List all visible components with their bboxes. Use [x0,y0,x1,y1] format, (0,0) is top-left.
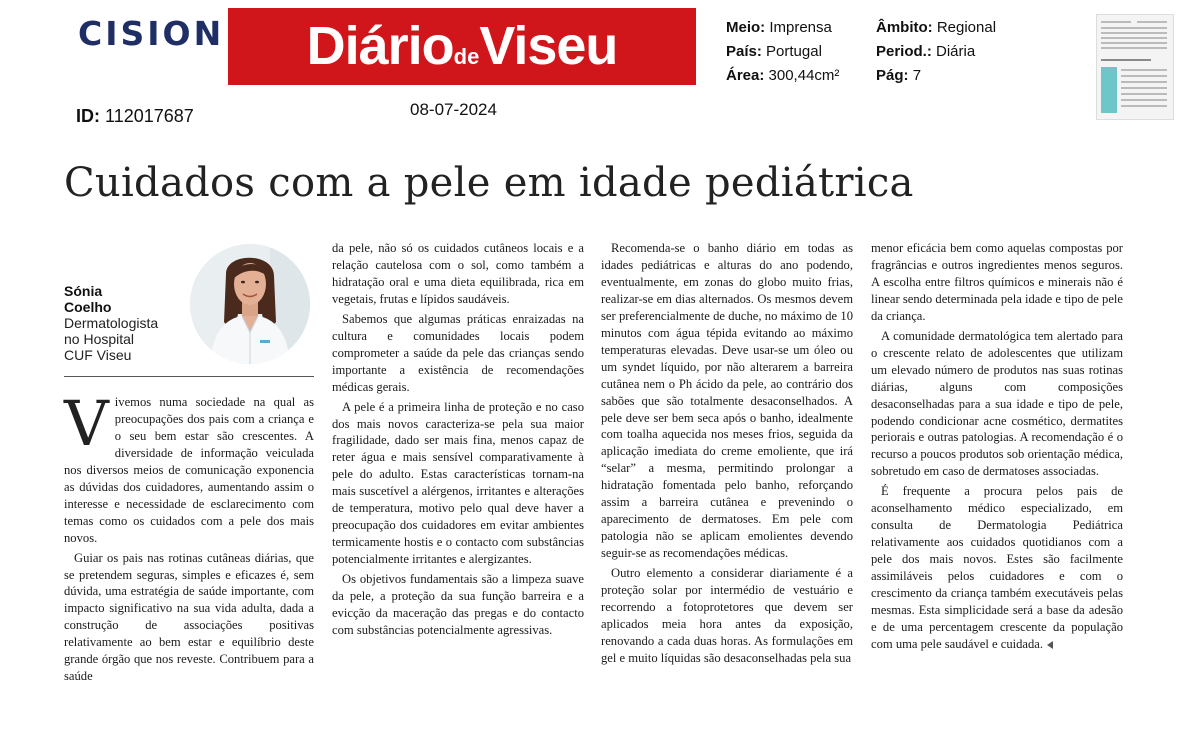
author-photo [190,244,310,364]
cision-logo-text: CISION [78,14,225,53]
meta-row [876,16,996,40]
author-portrait-image [190,244,310,364]
masthead-city: Viseu [479,16,618,76]
paragraph: Outro elemento a considerar diariamente é a proteção solar por intermédio de vestuário e recorrendo a fotoprotetores que devem ser aplicados meia hora antes da exposição, renovando a cada duas horas. As formulações em gel e muito líquidas são desaconselhadas pela sua [601,566,853,665]
meta-value: Diária [936,43,976,60]
article-headline: Cuidados com a pele em idade pediátrica [64,160,914,206]
meta-left [726,16,839,88]
meta-label: Meio: [726,19,766,36]
masthead-main: Diário [306,16,454,76]
page-thumbnail [1096,14,1174,120]
meta-value: Portugal [766,43,822,60]
paragraph: Recomenda-se o banho diário em todas as idades pediátricas e alturas do ano podendo, eventualmente, em zonas do globo muito frias, realizar-se em dias alternados. Os mesmos devem ser preferencialmente de duche, no máximo de 10 minutos com água tépida evitando ao máximo temperaturas elevadas. Deve usar-se um óleo ou um syndet líquido, por não alterarem a barreira cutânea nem o Ph ácido da pele, ao contrário dos sabões que são totalmente desaconselhados. A pele deve ser bem seca após o banho, idealmente com toalha aquecida nos meses frios, seguida da aplicação imediata do creme emoliente, que irá “selar” a mesma, permitindo prolongar a hidratação fomentada pelo banho, reforçando assim a barreira cutânea e prevenindo o aparecimento de dermatoses. Em pele com patologia não se aplicam emolientes devendo seguir-se as recomendações médicas. [601,241,853,561]
meta-row [726,16,839,40]
paragraph [871,483,1123,653]
article-column-1 [64,387,314,685]
masthead [228,8,696,85]
id-value: 112017687 [105,106,194,126]
masthead-de: de [453,44,480,69]
drop-cap: V [64,387,109,460]
paragraph: da pele, não só os cuidados cutâneos locais e a relação cautelosa com o sol, como também a hidratação oral e uma dieta equilibrada, rica em vegetais, frutas e lípidos saudáveis. [332,241,584,306]
paragraph-text: ivemos numa sociedade na qual as preocupações dos pais com a criança e o seu bem estar são crescentes. A diversidade de informação veiculada nos diversos meios de comunicação exponencia as dúvidas dos cuidadores, aumentando assim o interesse e necessidade de esclarecimento com temas como os cuidados com a pele dos mais novos. [64,395,314,545]
paragraph: A comunidade dermatológica tem alertado para o crescente relato de adolescentes que utilizam um elevado número de produtos nas suas rotinas diárias, alguns com composições desaconselhadas para a sua idade e tipo de pele, podendo condicionar acne cosmético, dermatites periorais e outras patologias. A recomendação é o recurso a poucos produtos sob orientação médica, sobretudo em caso de dermatoses associadas. [871,328,1123,479]
meta-row [726,64,839,88]
article-column-2 [332,240,584,639]
meta-value: 300,44cm² [768,67,840,84]
paragraph [64,387,314,547]
meta-label: Pág: [876,67,909,84]
paragraph: menor eficácia bem como aquelas compostas por fragrâncias e outros ingredientes menos seguros. A escolha entre filtros químicos e minerais não é linear sendo determinada pela idade e tipo de pele da criança. [871,241,1123,323]
author-role-line: CUF Viseu [64,347,132,363]
meta-label: Period.: [876,43,932,60]
author-role-line: Dermatologista [64,315,159,331]
cision-logo [78,14,224,53]
author-block [64,283,182,363]
meta-row [876,64,996,88]
masthead-title [228,10,696,85]
meta-label: País: [726,43,762,60]
author-divider [64,376,314,377]
author-first-name: Sónia [64,283,103,299]
meta-label: Área: [726,67,765,84]
article-column-4 [871,240,1123,653]
article-column-3 [601,240,853,667]
end-of-article-icon [1047,641,1053,649]
document-id [76,106,194,127]
author-last-name: Coelho [64,299,112,315]
paragraph: Os objetivos fundamentais são a limpeza suave da pele, a proteção da sua função barreira e a evicção da maceração das pregas e do contacto com substâncias potencialmente agressivas. [332,572,584,637]
meta-value: 7 [912,67,922,84]
meta-row [876,40,996,64]
id-label: ID: [76,106,100,126]
paragraph: Sabemos que algumas práticas enraizadas na cultura e comunidades locais podem comprometer a saúde da pele das crianças sendo importante a existência de recomendações médicas gerais. [332,311,584,394]
paragraph-text: É frequente a procura pelos pais de aconselhamento médico especializado, em consulta de Dermatologia Pediátrica relativamente aos cuidados quotidianos com a pele dos mais novos. Estes são facilmente assimiláveis pelos cuidadores e com o crescimento da criança também executáveis pelas mesmas. Esta simplicidade será a base da adesão e de uma percentagem crescente da população com uma pele saudável e cuidada. [871,484,1123,651]
meta-value: Imprensa [769,19,832,36]
meta-right [876,16,996,88]
meta-label: Âmbito: [876,19,933,36]
meta-value: Regional [936,19,997,36]
author-role-line: no Hospital [64,331,135,347]
meta-row [726,40,839,64]
paragraph: Guiar os pais nas rotinas cutâneas diárias, que se pretendem seguras, simples e eficazes é, sem dúvida, uma estratégia de saúde importante, com impacto significativo na sua vida adulta, dada a construção de associações positivas relativamente ao bem estar e equilíbrio deste grande órgão que nos reveste. Contribuem para a saúde [64,550,314,684]
paragraph: A pele é a primeira linha de proteção e no caso dos mais novos caracteriza-se pela sua maior fragilidade, dado ser mais fina, menos capaz de reter água e mais sensível comparativamente à pele do adulto. Estas características tornam-na mais suscetível a alérgenos, irritantes e alterações de temperatura, motivo pelo qual deve haver a preocupação dos cuidadores em evitar ambientes termicamente hostis e o contacto com substâncias potencialmente irritantes e alergizantes. [332,399,584,567]
publication-date: 08-07-2024 [410,100,497,119]
